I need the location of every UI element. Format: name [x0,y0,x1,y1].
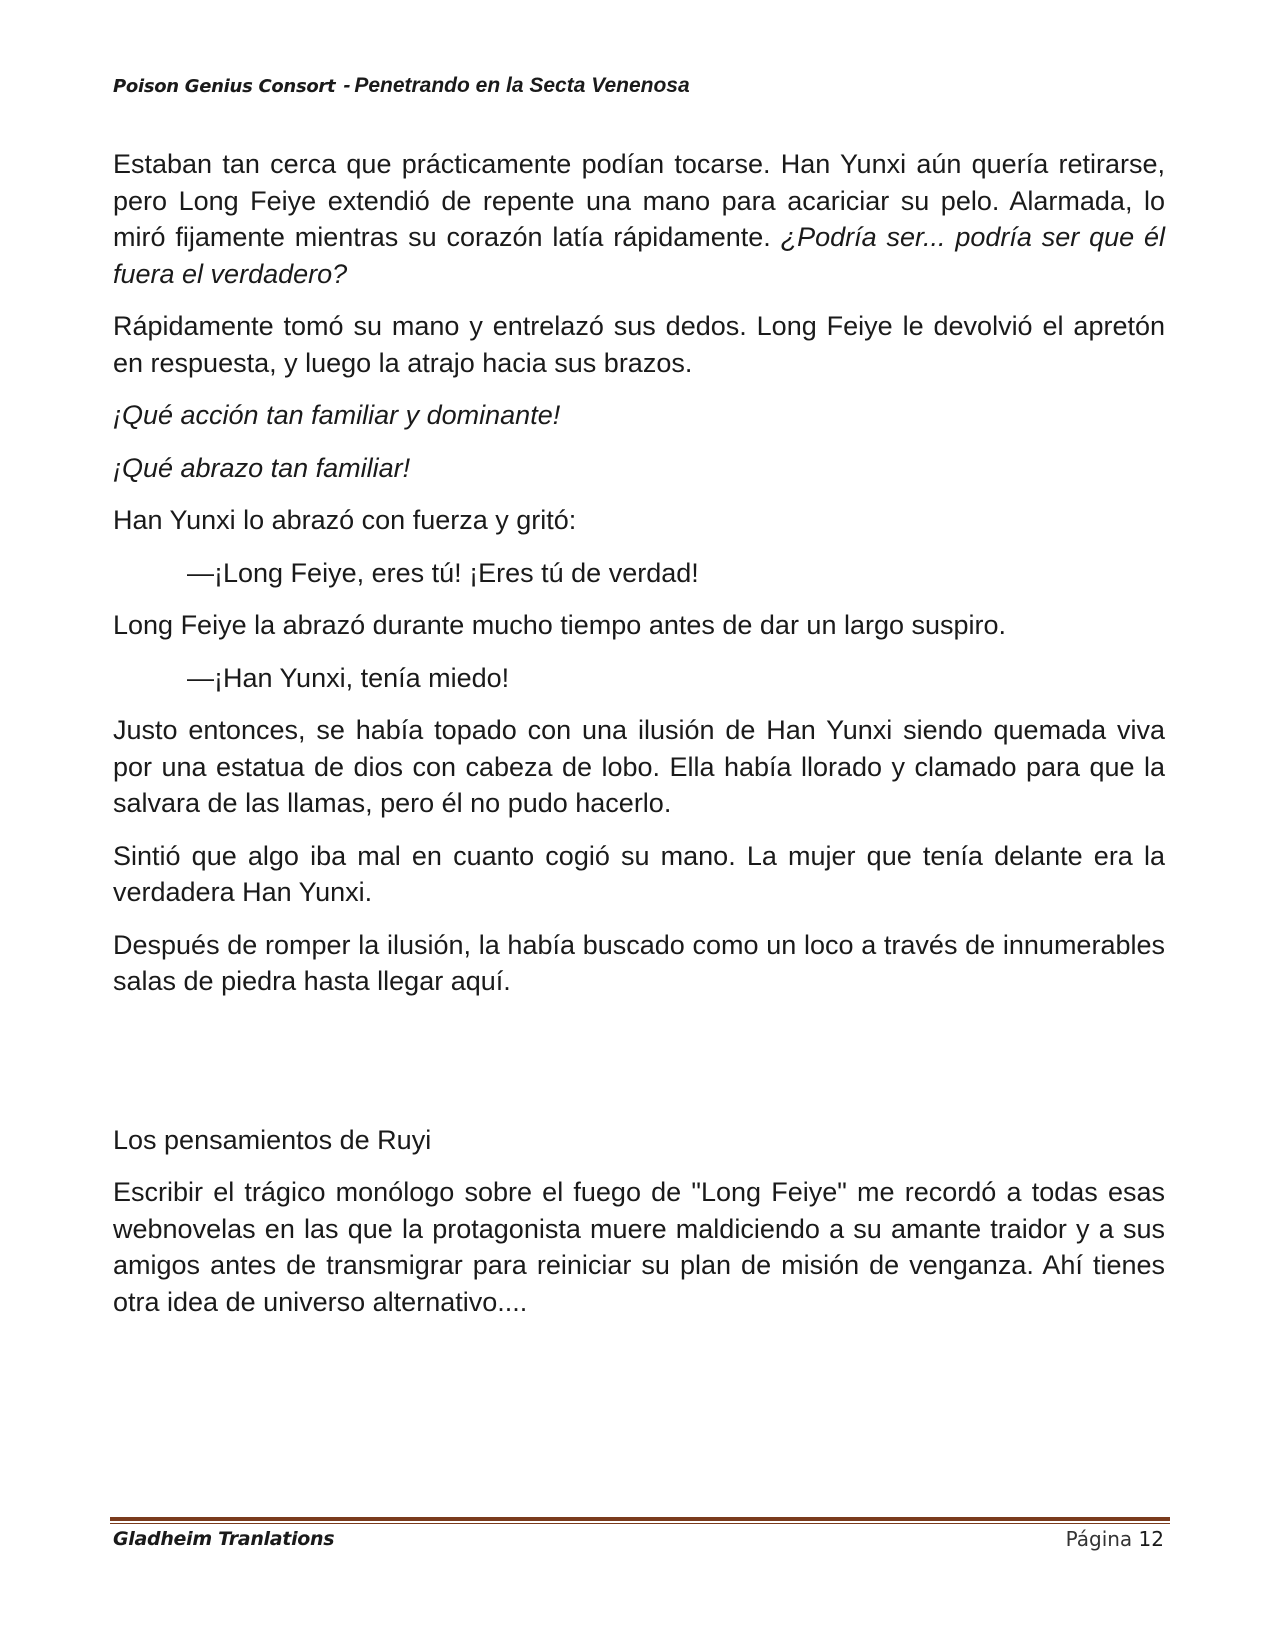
paragraph-2: Rápidamente tomó su mano y entrelazó sus dedos. Long Feiye le devolvió el apretón en respuesta, y luego la atrajo hacia sus brazos. [113,311,1165,378]
chapter-title: Penetrando en la Secta Venenosa [354,74,690,97]
page-number: 12 [1138,1527,1164,1551]
note-text: Escribir el trágico monólogo sobre el fuego de "Long Feiye" me recordó a todas esas webnovelas en las que la protagonista muere maldiciendo a su amante traidor y a sus amigos antes de transmigrar para reiniciar su plan de misión de venganza. Ahí tienes otra idea de universo alternativo.... [113,1177,1165,1317]
page-body [113,146,1165,1336]
paragraph-5: Han Yunxi lo abrazó con fuerza y gritó: [113,505,577,535]
paragraph-3: ¡Qué acción tan familiar y dominante! [113,400,561,430]
header-separator: - [343,74,351,97]
dialogue-2: —¡Han Yunxi, tenía miedo! [187,662,510,693]
footer-page [1066,1527,1164,1551]
paragraph-7: Long Feiye la abrazó durante mucho tiempo antes de dar un largo suspiro. [113,610,1007,640]
paragraph-11: Después de romper la ilusión, la había buscado como un loco a través de innumerables salas de piedra hasta llegar aquí. [113,929,1165,996]
book-title: Poison Genius Consort [113,76,336,97]
note-title: Los pensamientos de Ruyi [113,1124,432,1155]
paragraph-9: Justo entonces, se había topado con una ilusión de Han Yunxi siendo quemada viva por una estatua de dios con cabeza de lobo. Ella había llorado y clamado para que la salvara de las llamas, pero él no pudo hacerlo. [113,715,1165,818]
page-header [113,74,690,98]
section-spacer [113,1016,1165,1122]
page-label: Página [1065,1527,1133,1551]
paragraph-1-text: Estaban tan cerca que prácticamente podían tocarse. Han Yunxi aún quería retirarse, pero Long Feiye extendió de repente una mano para acariciar su pelo. Alarmada, lo miró fijamente mientras su corazón latía rápidamente. [113,149,1165,252]
footer-rule-thin [110,1523,1170,1524]
dialogue-1: —¡Long Feiye, eres tú! ¡Eres tú de verdad! [187,557,699,588]
paragraph-1 [113,146,1165,292]
paragraph-1-italic: ¿Podría ser... podría ser que él fuera el verdadero? [113,222,1166,289]
paragraph-10: Sintió que algo iba mal en cuanto cogió su mano. La mujer que tenía delante era la verdadera Han Yunxi. [113,840,1165,907]
paragraph-4: ¡Qué abrazo tan familiar! [113,452,411,483]
footer-publisher: Gladheim Tranlations [113,1528,335,1550]
footer-rule [110,1517,1170,1521]
